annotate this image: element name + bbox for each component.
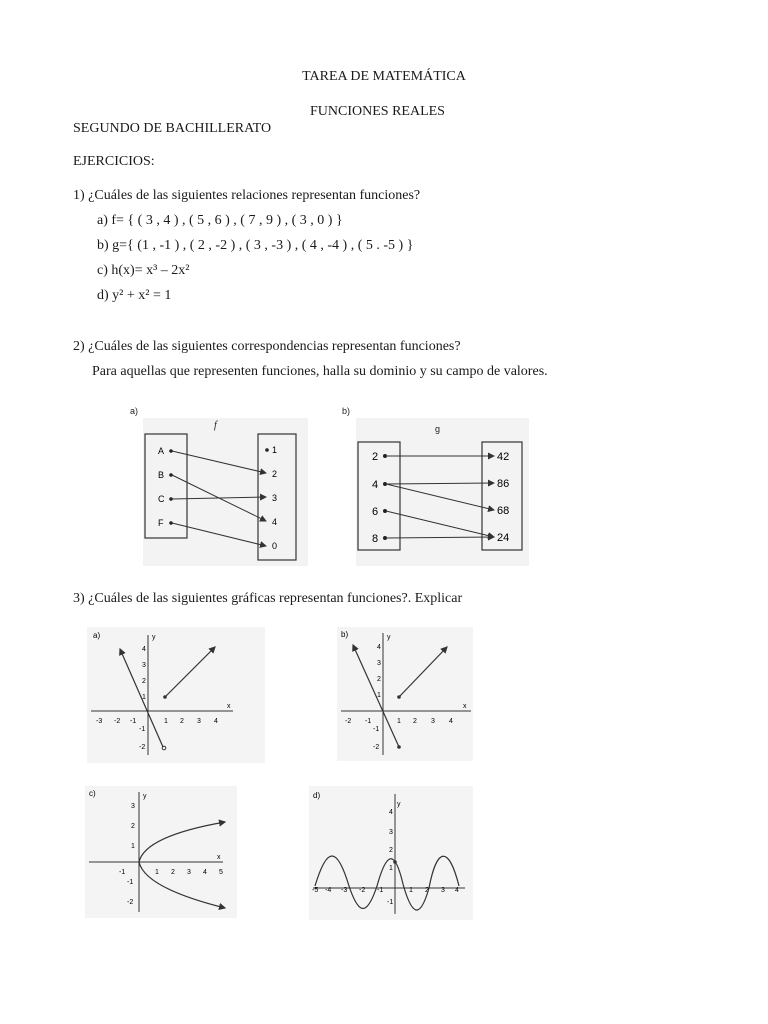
q1-item-b: b) g={ (1 , -1 ) , ( 2 , -2 ) , ( 3 , -3 ) , ( 4 , -4 ) , ( 5 . -5 ) } (97, 238, 414, 253)
codomain-b-2: 68 (497, 505, 510, 517)
graph-d-label: d) (313, 791, 321, 800)
svg-text:-2: -2 (359, 887, 366, 894)
q2-instruction: Para aquellas que representen funciones, halla su dominio y su campo de valores. (92, 364, 548, 379)
graph-b-label: b) (341, 630, 349, 639)
q1-item-c: c) h(x)= x³ – 2x² (97, 263, 190, 278)
svg-text:3: 3 (131, 803, 135, 810)
document-subtitle: FUNCIONES REALES (310, 104, 445, 119)
graph-a-label: a) (93, 631, 101, 640)
svg-text:1: 1 (155, 869, 159, 876)
svg-text:-4: -4 (325, 887, 332, 894)
domain-b-3: 8 (372, 533, 379, 545)
diagram-a-label: a) (130, 406, 139, 416)
svg-text:4: 4 (203, 869, 207, 876)
svg-text:3: 3 (197, 718, 201, 725)
svg-text:4: 4 (142, 646, 146, 653)
diagram-a-name: f (214, 420, 217, 431)
svg-text:-1: -1 (365, 718, 372, 725)
svg-text:x: x (227, 703, 231, 710)
correspondence-diagram-b (340, 402, 530, 566)
svg-text:2: 2 (425, 887, 429, 894)
document-title: TAREA DE MATEMÁTICA (302, 69, 466, 84)
svg-text:y: y (397, 801, 401, 808)
graph-b (337, 627, 473, 761)
svg-text:2: 2 (377, 676, 381, 683)
codomain-b-0: 42 (497, 451, 510, 463)
svg-text:1: 1 (397, 718, 401, 725)
svg-text:4: 4 (377, 644, 381, 651)
svg-text:2: 2 (131, 823, 135, 830)
svg-text:2: 2 (171, 869, 175, 876)
codomain-a-3: 4 (272, 517, 278, 527)
svg-text:-1: -1 (127, 879, 134, 886)
svg-text:-1: -1 (139, 726, 146, 733)
svg-text:3: 3 (441, 887, 445, 894)
svg-text:1: 1 (131, 843, 135, 850)
graph-d (309, 786, 473, 920)
svg-text:3: 3 (389, 829, 393, 836)
domain-b-0: 2 (372, 451, 379, 463)
codomain-a-2: 3 (272, 493, 278, 503)
svg-text:4: 4 (389, 809, 393, 816)
svg-text:-2: -2 (114, 718, 121, 725)
question-3: 3) ¿Cuáles de las siguientes gráficas representan funciones?. Explicar (73, 591, 463, 606)
svg-text:3: 3 (431, 718, 435, 725)
svg-text:-3: -3 (96, 718, 103, 725)
section-heading: EJERCICIOS: (73, 154, 155, 169)
svg-text:4: 4 (449, 718, 453, 725)
q1-item-d: d) y² + x² = 1 (97, 288, 172, 303)
svg-text:2: 2 (413, 718, 417, 725)
domain-a-3: F (158, 518, 164, 528)
svg-text:-2: -2 (373, 744, 380, 751)
svg-text:1: 1 (142, 694, 146, 701)
svg-text:-2: -2 (127, 899, 134, 906)
codomain-a-0: 1 (272, 445, 278, 455)
svg-text:3: 3 (187, 869, 191, 876)
domain-a-0: A (158, 446, 165, 456)
svg-text:-2: -2 (139, 744, 146, 751)
svg-text:x: x (463, 703, 467, 710)
correspondence-diagram-a (128, 402, 308, 566)
svg-text:y: y (143, 793, 147, 800)
svg-text:1: 1 (409, 887, 413, 894)
codomain-b-3: 24 (497, 532, 510, 544)
question-1: 1) ¿Cuáles de las siguientes relaciones representan funciones? (73, 188, 421, 203)
svg-text:-1: -1 (377, 887, 384, 894)
domain-b-2: 6 (372, 506, 379, 518)
svg-text:1: 1 (389, 865, 393, 872)
svg-text:2: 2 (389, 847, 393, 854)
svg-text:3: 3 (377, 660, 381, 667)
svg-text:-1: -1 (373, 726, 380, 733)
svg-text:-1: -1 (387, 899, 394, 906)
svg-text:4: 4 (214, 718, 218, 725)
svg-text:-1: -1 (130, 718, 137, 725)
graph-c-label: c) (89, 789, 96, 798)
domain-a-1: B (158, 470, 165, 480)
codomain-a-4: 0 (272, 541, 278, 551)
diagram-b-label: b) (342, 406, 351, 416)
q1-item-a: a) f= { ( 3 , 4 ) , ( 5 , 6 ) , ( 7 , 9 ) , ( 3 , 0 ) } (97, 213, 343, 228)
svg-text:1: 1 (377, 692, 381, 699)
svg-text:2: 2 (180, 718, 184, 725)
svg-text:2: 2 (142, 678, 146, 685)
codomain-b-1: 86 (497, 478, 510, 490)
question-2: 2) ¿Cuáles de las siguientes correspondencias representan funciones? (73, 339, 461, 354)
svg-text:1: 1 (164, 718, 168, 725)
svg-text:3: 3 (142, 662, 146, 669)
svg-text:4: 4 (455, 887, 459, 894)
svg-text:-1: -1 (119, 869, 126, 876)
course-label: SEGUNDO DE BACHILLERATO (73, 121, 272, 136)
svg-text:y: y (152, 634, 156, 641)
svg-text:-3: -3 (341, 887, 348, 894)
domain-b-1: 4 (372, 479, 379, 491)
svg-text:-2: -2 (345, 718, 352, 725)
graph-c (85, 786, 237, 918)
diagram-b-name: g (435, 424, 441, 434)
svg-text:x: x (217, 854, 221, 861)
svg-text:y: y (387, 634, 391, 641)
graph-a (87, 627, 265, 763)
codomain-a-1: 2 (272, 469, 278, 479)
svg-text:-5: -5 (312, 887, 319, 894)
svg-text:5: 5 (219, 869, 223, 876)
domain-a-2: C (158, 494, 165, 504)
